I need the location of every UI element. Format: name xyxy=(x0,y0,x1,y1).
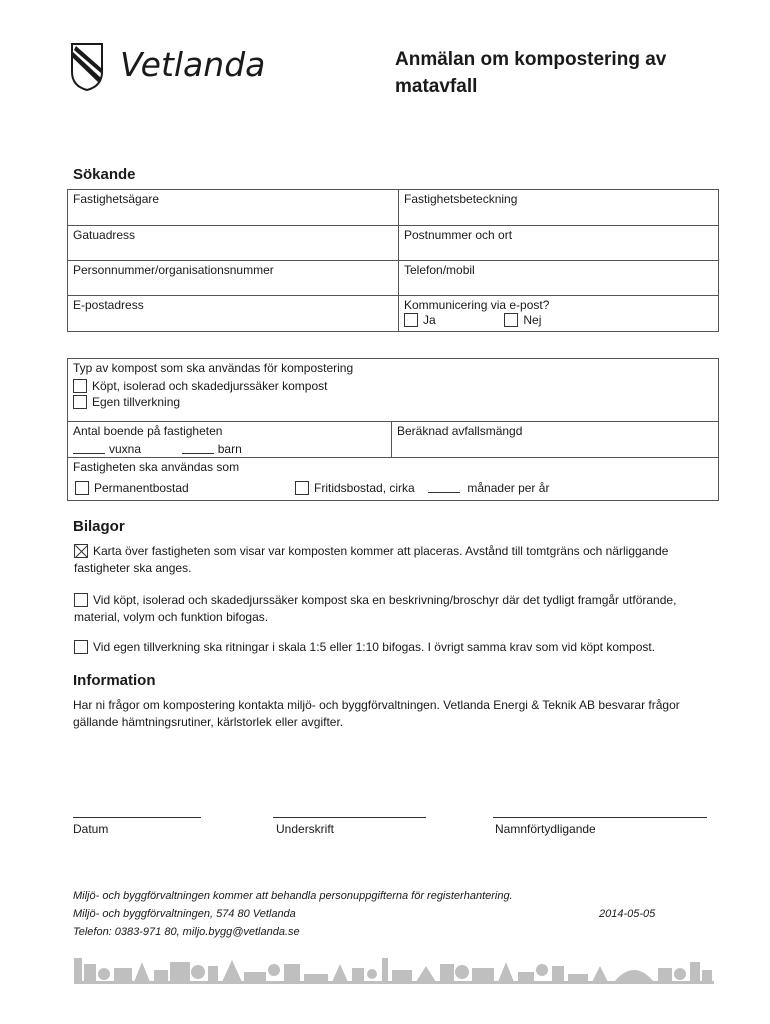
vuxna-input[interactable] xyxy=(73,443,105,454)
permanentbostad-checkbox[interactable] xyxy=(75,481,89,495)
ja-label: Ja xyxy=(423,313,436,327)
kompost-box xyxy=(67,358,719,501)
boende-row xyxy=(68,422,718,458)
anvandning-label: Fastigheten ska användas som xyxy=(73,460,240,474)
boende-cell xyxy=(68,422,392,457)
bilaga-karta-checkbox[interactable] xyxy=(74,544,88,558)
section-heading-sokande: Sökande xyxy=(73,166,136,183)
kompost-typ-row xyxy=(68,359,718,422)
bilaga-broschyr-text: Vid köpt, isolerad och skadedjurssäker kompost ska en beskrivning/broschyr där det tydligt framgår utförande, material, volym och funktion bifogas. xyxy=(74,593,677,624)
document-title: Anmälan om kompostering av matavfall xyxy=(395,49,667,97)
nej-label: Nej xyxy=(523,313,542,327)
bilaga-item-broschyr xyxy=(74,592,724,626)
manader-label: månader per år xyxy=(467,481,550,495)
kompost-typ-label: Typ av kompost som ska användas för kompostering xyxy=(73,361,354,375)
barn-label: barn xyxy=(217,442,242,456)
vuxna-label: vuxna xyxy=(109,442,142,456)
field-fastighetsbeteckning[interactable] xyxy=(399,190,719,226)
anvandning-row xyxy=(68,458,718,500)
footer-address: Miljö- och byggförvaltningen, 574 80 Vetlanda xyxy=(73,908,296,920)
field-gatuadress[interactable] xyxy=(68,226,399,261)
footer-date: 2014-05-05 xyxy=(599,908,656,920)
barn-input[interactable] xyxy=(182,443,214,454)
field-label: Fastighetsbeteckning xyxy=(404,192,518,206)
field-telefon[interactable] xyxy=(399,261,719,296)
underskrift-line[interactable] xyxy=(273,817,426,818)
bilaga-item-ritningar xyxy=(74,639,724,656)
fritidsbostad-checkbox[interactable] xyxy=(295,481,309,495)
field-label: E-postadress xyxy=(73,298,144,312)
ja-checkbox[interactable] xyxy=(404,313,418,327)
namnfortydligande-line[interactable] xyxy=(493,817,707,818)
footer-contact: Telefon: 0383-971 80, miljo.bygg@vetlanda.se xyxy=(73,926,300,938)
footer-gdpr-note: Miljö- och byggförvaltningen kommer att behandla personuppgifterna för registerhantering. xyxy=(73,890,513,902)
bilaga-broschyr-checkbox[interactable] xyxy=(74,593,88,607)
logo-text: Vetlanda xyxy=(120,45,266,84)
bilaga-ritningar-text: Vid egen tillverkning ska ritningar i skala 1:5 eller 1:10 bifogas. I övrigt samma krav som vid köpt kompost. xyxy=(93,640,656,654)
field-label: Kommunicering via e-post? xyxy=(404,298,550,312)
fritidsbostad-label: Fritidsbostad, cirka xyxy=(314,481,415,495)
field-label: Gatuadress xyxy=(73,228,136,242)
namnfortydligande-label: Namnförtydligande xyxy=(495,822,596,836)
bilaga-karta-text: Karta över fastigheten som visar var komposten kommer att placeras. Avstånd till tomtgräns och närliggande fastigheter ska anges. xyxy=(74,544,669,575)
nej-checkbox[interactable] xyxy=(504,313,518,327)
field-kommunicering xyxy=(399,296,719,332)
kopt-kompost-checkbox[interactable] xyxy=(73,379,87,393)
bilaga-item-karta xyxy=(74,543,724,577)
kopt-kompost-label: Köpt, isolerad och skadedjurssäker kompost xyxy=(92,379,328,393)
underskrift-label: Underskrift xyxy=(276,822,335,836)
field-label: Telefon/mobil xyxy=(404,263,475,277)
field-label: Personnummer/organisationsnummer xyxy=(73,263,274,277)
sokande-table xyxy=(67,189,719,332)
bilaga-ritningar-checkbox[interactable] xyxy=(74,640,88,654)
vetlanda-logo xyxy=(70,42,270,94)
avfallsmangd-label: Beräknad avfallsmängd xyxy=(397,424,523,438)
datum-line[interactable] xyxy=(73,817,201,818)
datum-label: Datum xyxy=(73,822,109,836)
section-heading-bilagor: Bilagor xyxy=(73,518,125,535)
field-epost[interactable] xyxy=(68,296,399,332)
town-skyline-illustration xyxy=(74,944,714,984)
field-label: Postnummer och ort xyxy=(404,228,513,242)
egen-tillverkning-label: Egen tillverkning xyxy=(92,395,181,409)
shield-icon xyxy=(70,42,104,92)
permanentbostad-label: Permanentbostad xyxy=(94,481,189,495)
boende-label: Antal boende på fastigheten xyxy=(73,424,223,438)
section-heading-information: Information xyxy=(73,672,156,689)
field-postnummer[interactable] xyxy=(399,226,719,261)
information-text: Har ni frågor om kompostering kontakta miljö- och byggförvaltningen. Vetlanda Energi & Teknik AB besvarar frågor gällande hämtningsrutiner, kärlstorlek eller avgifter. xyxy=(73,698,680,729)
field-label: Fastighetsägare xyxy=(73,192,160,206)
field-personnummer[interactable] xyxy=(68,261,399,296)
field-fastighetsagare[interactable] xyxy=(68,190,399,226)
egen-tillverkning-checkbox[interactable] xyxy=(73,395,87,409)
manader-input[interactable] xyxy=(428,482,460,493)
avfallsmangd-cell[interactable] xyxy=(392,422,718,457)
